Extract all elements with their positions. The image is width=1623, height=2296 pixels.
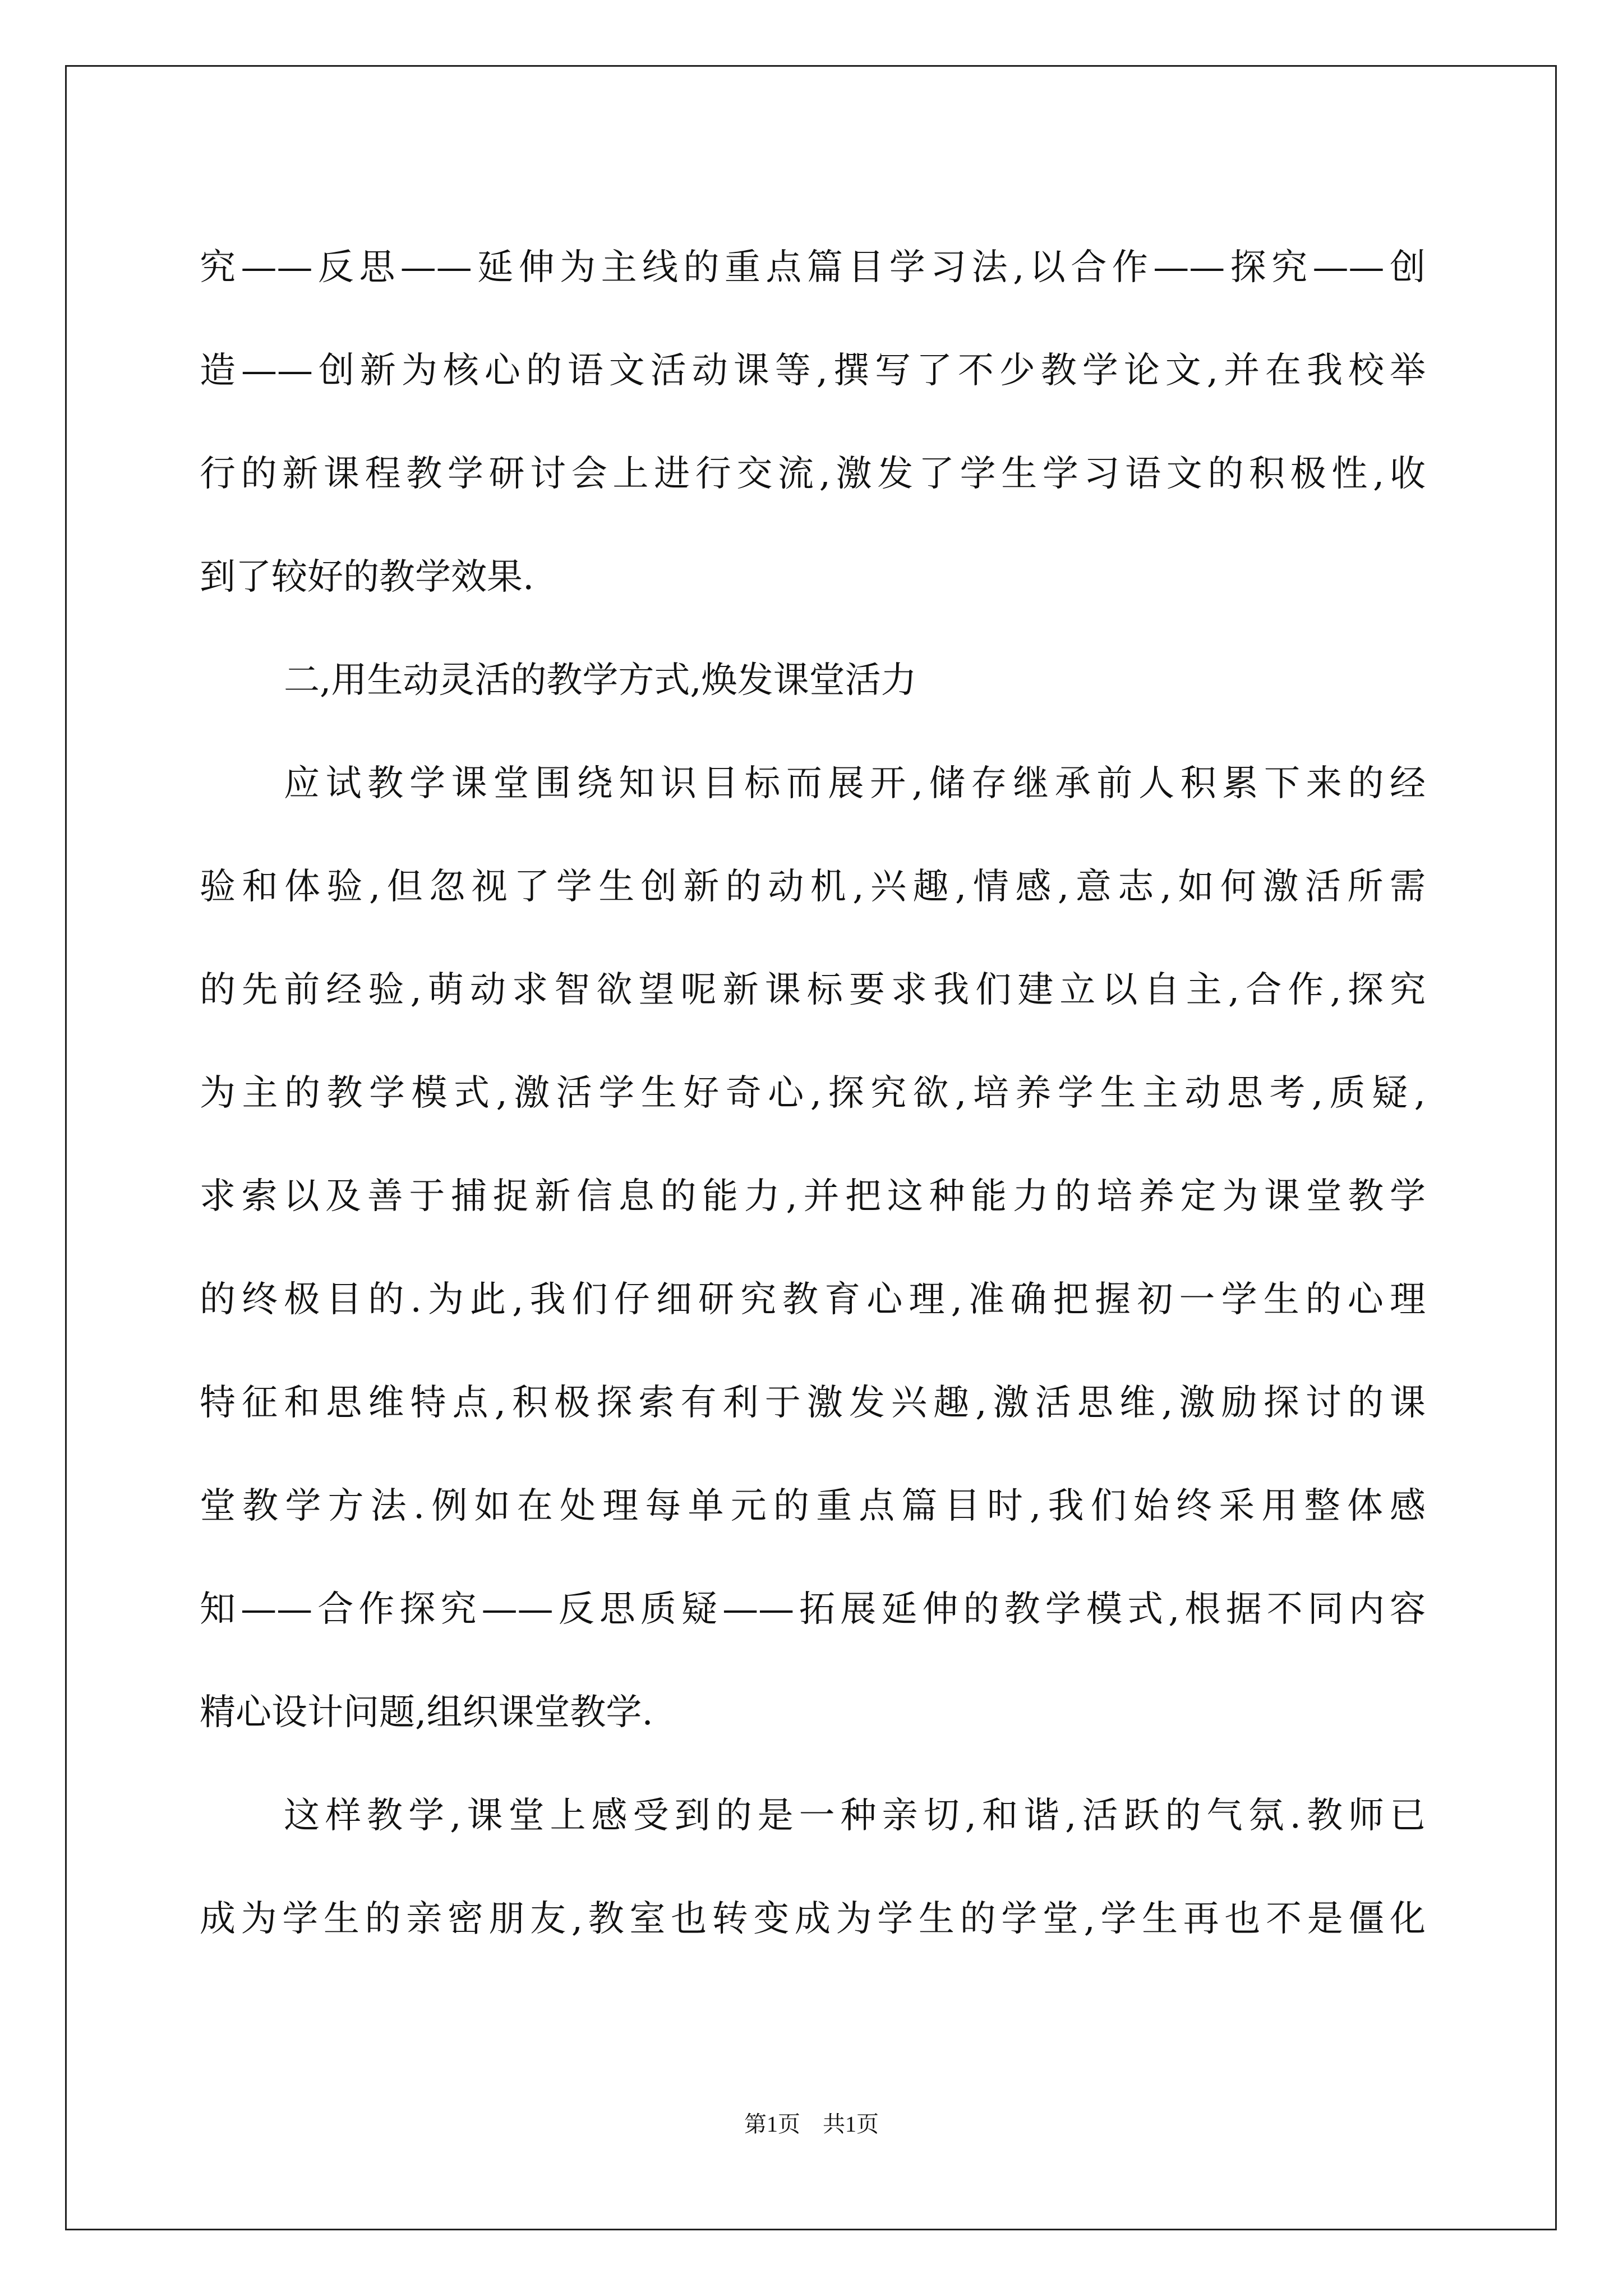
text-line: 应试教学课堂围绕知识目标而展开,储存继承前人积累下来的经 [284, 763, 1426, 804]
text-line: 验和体验,但忽视了学生创新的动机,兴趣,情感,意志,如何激活所需 [200, 866, 1426, 908]
document-body [200, 216, 1426, 1971]
text-line: 二,用生动灵活的教学方式,焕发课堂活力 [284, 660, 917, 701]
text-line: 堂教学方法.例如在处理每单元的重点篇目时,我们始终采用整体感 [200, 1485, 1426, 1527]
text-line: 究——反思——延伸为主线的重点篇目学习法,以合作——探究——创 [200, 247, 1426, 288]
text-line: 成为学生的亲密朋友,教室也转变成为学生的学堂,学生再也不是僵化 [200, 1898, 1426, 1940]
text-line: 为主的教学模式,激活学生好奇心,探究欲,培养学生主动思考,质疑, [200, 1073, 1426, 1114]
text-line: 这样教学,课堂上感受到的是一种亲切,和谐,活跃的气氛.教师已 [284, 1795, 1426, 1837]
text-line: 特征和思维特点,积极探索有利于激发兴趣,激活思维,激励探讨的课 [200, 1382, 1426, 1424]
text-line: 行的新课程教学研讨会上进行交流,激发了学生学习语文的积极性,收 [200, 453, 1426, 495]
text-line: 精心设计问题,组织课堂教学. [200, 1692, 653, 1733]
text-line: 的先前经验,萌动求智欲望呢新课标要求我们建立以自主,合作,探究 [200, 969, 1426, 1011]
text-line: 造——创新为核心的语文活动课等,撰写了不少教学论文,并在我校举 [200, 350, 1426, 392]
text-line: 到了较好的教学效果. [200, 556, 534, 598]
text-line: 的终极目的.为此,我们仔细研究教育心理,准确把握初一学生的心理 [200, 1279, 1426, 1320]
text-line: 求索以及善于捕捉新信息的能力,并把这种能力的培养定为课堂教学 [200, 1176, 1426, 1217]
text-line: 知——合作探究——反思质疑——拓展延伸的教学模式,根据不同内容 [200, 1589, 1426, 1630]
page-number-footer: 第1页 共1页 [744, 2111, 879, 2137]
